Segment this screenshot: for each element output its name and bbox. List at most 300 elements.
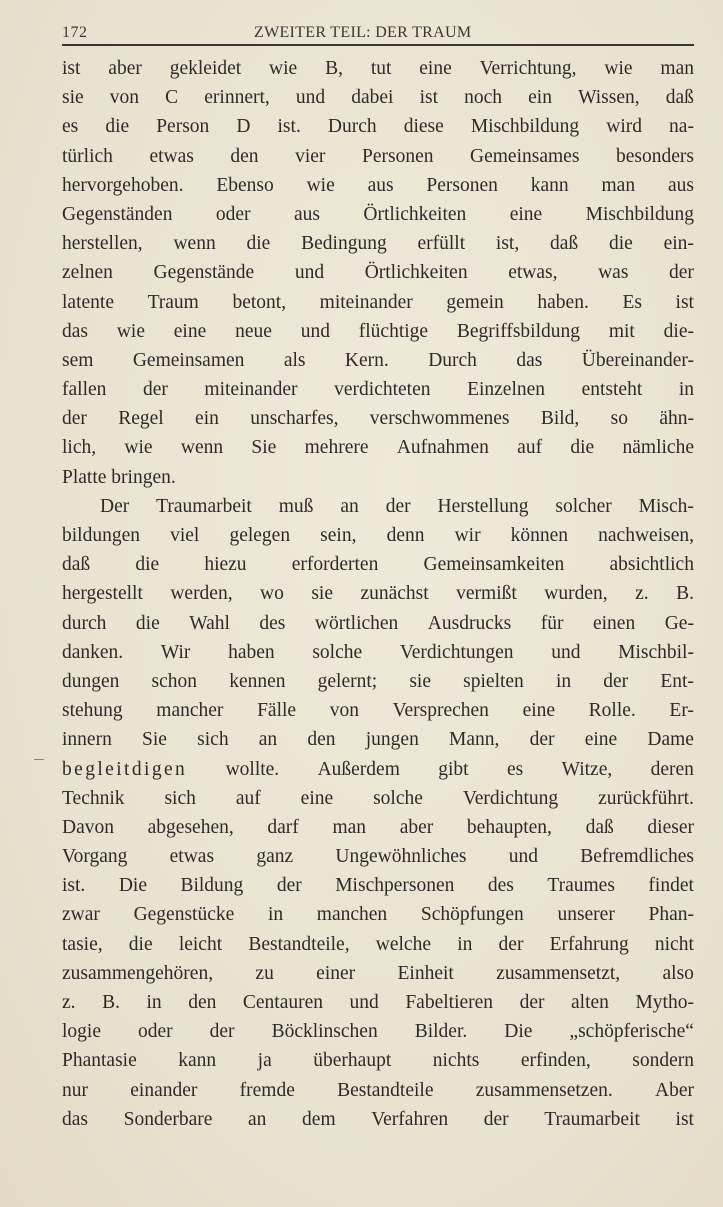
word: in bbox=[678, 379, 694, 401]
word: Misch- bbox=[638, 495, 694, 517]
word: des bbox=[259, 612, 286, 634]
word: ja bbox=[257, 1050, 272, 1072]
word: zusammensetzen. bbox=[475, 1079, 613, 1101]
word: Mischbildung bbox=[470, 116, 580, 138]
word: vier bbox=[295, 145, 326, 167]
word: so bbox=[610, 408, 628, 430]
word: Örtlichkeiten bbox=[364, 262, 468, 284]
word: dungen bbox=[62, 670, 120, 692]
word: in bbox=[146, 992, 162, 1013]
word: flüchtige bbox=[358, 320, 429, 342]
word: gemein bbox=[446, 291, 504, 313]
word: nur bbox=[62, 1079, 88, 1101]
word: Bedingung bbox=[301, 233, 387, 255]
word: zelnen bbox=[62, 262, 113, 284]
word: Dame bbox=[647, 729, 694, 751]
word: manchen bbox=[316, 904, 388, 926]
word: jungen bbox=[365, 729, 419, 751]
word: absichtlich bbox=[609, 554, 694, 576]
word: dabei bbox=[351, 87, 394, 109]
word: diese bbox=[403, 116, 444, 138]
page-number: 172 bbox=[62, 24, 88, 41]
text-line bbox=[62, 83, 694, 112]
text-line bbox=[62, 579, 694, 608]
word: Übereinander- bbox=[581, 349, 694, 371]
word: „schöpferische“ bbox=[569, 1021, 694, 1043]
word: vermißt bbox=[456, 583, 517, 605]
word: wenn bbox=[173, 233, 216, 255]
word: Traumarbeit bbox=[544, 1108, 640, 1130]
word: Verrichtung, bbox=[479, 58, 577, 79]
word: Er- bbox=[669, 700, 694, 722]
word: einander bbox=[130, 1079, 198, 1101]
word: also bbox=[662, 962, 694, 984]
word: und bbox=[294, 262, 325, 284]
word: danken. bbox=[62, 641, 124, 663]
word: es bbox=[62, 116, 79, 138]
word: ist bbox=[675, 291, 694, 313]
text-line bbox=[62, 433, 694, 462]
word: Traumarbeit bbox=[156, 495, 252, 517]
word: aus bbox=[667, 174, 694, 196]
text-line bbox=[62, 54, 694, 83]
word: zusammengehören, bbox=[62, 962, 214, 984]
text-line bbox=[62, 1017, 694, 1046]
word: aus bbox=[367, 174, 394, 196]
text-line bbox=[62, 346, 694, 375]
word: B, bbox=[325, 58, 343, 79]
word: man bbox=[660, 58, 694, 79]
line-text: Platte bringen. bbox=[62, 466, 176, 488]
word: Es bbox=[622, 291, 642, 313]
word: aber bbox=[108, 58, 142, 79]
text-line bbox=[62, 1105, 694, 1134]
word: sem bbox=[62, 349, 94, 371]
word: dem bbox=[302, 1108, 336, 1130]
word: gibt bbox=[438, 758, 469, 780]
word: ein bbox=[195, 408, 219, 430]
word: eine bbox=[419, 58, 452, 79]
word: man bbox=[332, 816, 367, 838]
word: Bilder. bbox=[414, 1021, 468, 1043]
word: die bbox=[135, 554, 160, 576]
word: fallen bbox=[62, 379, 107, 401]
text-line bbox=[62, 492, 694, 521]
word: der bbox=[529, 729, 555, 751]
word: abgesehen, bbox=[147, 816, 234, 838]
word: gelernt; bbox=[317, 670, 378, 692]
word: verdichteten bbox=[334, 379, 431, 401]
word: ist bbox=[675, 1108, 694, 1130]
text-line bbox=[62, 112, 694, 141]
word: Sie bbox=[142, 729, 167, 751]
word: es bbox=[506, 758, 524, 780]
text-line bbox=[62, 404, 694, 433]
word: ganz bbox=[256, 846, 294, 868]
word: sie bbox=[62, 87, 84, 109]
word: eine bbox=[173, 320, 207, 342]
word: wurden, bbox=[544, 583, 608, 605]
word: Bild, bbox=[540, 408, 580, 430]
word: auf bbox=[517, 437, 543, 459]
word: überhaupt bbox=[313, 1050, 392, 1072]
text-line bbox=[62, 813, 694, 842]
word: Die bbox=[118, 875, 147, 897]
word: wörtlichen bbox=[314, 612, 399, 634]
word: wird bbox=[606, 116, 642, 138]
word: betont, bbox=[232, 291, 287, 313]
word: durch bbox=[62, 612, 107, 634]
word: das bbox=[516, 349, 543, 371]
word: der bbox=[483, 1108, 509, 1130]
word: an bbox=[248, 1108, 267, 1130]
word: Bestandteile, bbox=[248, 933, 350, 955]
word: mancher bbox=[156, 700, 224, 722]
text-line bbox=[62, 229, 694, 258]
word: daß bbox=[585, 816, 614, 838]
word: tut bbox=[370, 58, 392, 79]
word: für bbox=[540, 612, 564, 634]
word: alten bbox=[571, 992, 609, 1013]
word: denn bbox=[386, 525, 425, 546]
word: wie bbox=[604, 58, 633, 79]
word: nicht bbox=[654, 933, 694, 955]
word: sein, bbox=[320, 525, 357, 546]
text-line bbox=[62, 609, 694, 638]
text-line bbox=[62, 550, 694, 579]
word: Sie bbox=[251, 437, 277, 459]
word: Vorgang bbox=[62, 846, 128, 868]
word: Bestandteile bbox=[337, 1079, 434, 1101]
word: Herstellung bbox=[437, 495, 529, 517]
word: den bbox=[188, 992, 217, 1013]
word: die bbox=[246, 233, 271, 255]
word: nachweisen, bbox=[598, 525, 694, 546]
word: miteinander bbox=[204, 379, 298, 401]
word: Außerdem bbox=[317, 758, 400, 780]
word: Mytho- bbox=[635, 992, 694, 1013]
word: Mann, bbox=[449, 729, 500, 751]
word: haben bbox=[228, 641, 275, 663]
word: Gegenständen bbox=[62, 203, 173, 225]
word: man bbox=[601, 174, 636, 196]
word: eine bbox=[300, 787, 334, 809]
word: Rolle. bbox=[588, 700, 636, 722]
word: Fabeltieren bbox=[405, 992, 494, 1013]
word: Durch bbox=[428, 349, 477, 371]
word: Böcklinschen bbox=[271, 1021, 378, 1043]
word: lich, bbox=[62, 437, 97, 459]
word: wollte. bbox=[225, 758, 280, 780]
word: leicht bbox=[178, 933, 223, 955]
text-line bbox=[62, 171, 694, 200]
running-head: ZWEITER TEIL: DER TRAUM bbox=[254, 24, 472, 41]
word: und bbox=[508, 846, 538, 868]
word: der bbox=[519, 992, 545, 1013]
word: Gegenstücke bbox=[133, 904, 235, 926]
word: Ent- bbox=[660, 670, 694, 692]
word: ähn- bbox=[659, 408, 694, 430]
text-line bbox=[62, 900, 694, 929]
word: Durch bbox=[327, 116, 377, 138]
word: Ungewöhnliches bbox=[335, 846, 467, 868]
word: zu bbox=[255, 962, 274, 984]
word: daß bbox=[550, 233, 579, 255]
text-line bbox=[62, 1076, 694, 1105]
word: kennen bbox=[229, 670, 286, 692]
word: ist bbox=[62, 58, 81, 79]
word: neue bbox=[235, 320, 272, 342]
word: Kern. bbox=[344, 349, 389, 371]
word: Befremdliches bbox=[580, 846, 694, 868]
word: und bbox=[349, 992, 379, 1013]
word: solcher bbox=[555, 495, 612, 517]
text-line bbox=[62, 784, 694, 813]
word: dieser bbox=[647, 816, 694, 838]
word: na- bbox=[669, 116, 694, 138]
word: z. bbox=[62, 992, 76, 1013]
word: hiezu bbox=[204, 554, 247, 576]
word: das bbox=[62, 1108, 88, 1130]
word: findet bbox=[648, 875, 694, 897]
word: die bbox=[608, 233, 633, 255]
word: in bbox=[267, 904, 284, 926]
word: den bbox=[230, 145, 259, 167]
word: verschwommenes bbox=[369, 408, 510, 430]
word: etwas bbox=[149, 145, 194, 167]
word: nichts bbox=[432, 1050, 480, 1072]
word: latente bbox=[62, 291, 114, 313]
word: solche bbox=[373, 787, 423, 809]
text-line bbox=[62, 375, 694, 404]
word: stehung bbox=[62, 700, 123, 722]
word: Phan- bbox=[648, 904, 694, 926]
text-line bbox=[62, 842, 694, 871]
word: tasie, bbox=[62, 933, 103, 955]
word: wenn bbox=[180, 437, 224, 459]
word: haben. bbox=[537, 291, 589, 313]
word: ist. bbox=[62, 875, 86, 897]
word: Schöpfungen bbox=[420, 904, 524, 926]
word: sich bbox=[197, 729, 229, 751]
word: schon bbox=[151, 670, 198, 692]
word: zunächst bbox=[360, 583, 429, 605]
text-line bbox=[62, 200, 694, 229]
word: gelegen bbox=[229, 525, 291, 546]
word: an bbox=[340, 495, 359, 517]
word: daß bbox=[62, 554, 91, 576]
word: erfüllt bbox=[417, 233, 466, 255]
word: Gemeinsames bbox=[470, 145, 580, 167]
word: spielten bbox=[463, 670, 524, 692]
word: auf bbox=[235, 787, 261, 809]
word: behaupten, bbox=[466, 816, 552, 838]
word: werden, bbox=[170, 583, 233, 605]
word: mehrere bbox=[304, 437, 369, 459]
word: B. bbox=[102, 992, 120, 1013]
word: aber bbox=[399, 816, 434, 838]
word: oder bbox=[215, 203, 251, 225]
word: zurückführt. bbox=[598, 787, 694, 809]
word: Örtlichkeiten bbox=[363, 203, 467, 225]
word: ist, bbox=[495, 233, 520, 255]
word: und bbox=[300, 320, 330, 342]
word: ist bbox=[419, 87, 439, 109]
word: Versprechen bbox=[392, 700, 489, 722]
word: nämliche bbox=[622, 437, 694, 459]
word: Ebenso bbox=[216, 174, 274, 196]
text-line bbox=[62, 317, 694, 346]
word: solche bbox=[312, 641, 363, 663]
word: zusammensetzt, bbox=[496, 962, 621, 984]
word: deren bbox=[650, 758, 694, 780]
word: Der bbox=[100, 495, 130, 517]
word: muß bbox=[278, 495, 314, 517]
word: sondern bbox=[632, 1050, 694, 1072]
word: erinnert, bbox=[204, 87, 270, 109]
word: der bbox=[276, 875, 302, 897]
word: eine bbox=[584, 729, 618, 751]
word: wo bbox=[260, 583, 284, 605]
word: kann bbox=[178, 1050, 217, 1072]
word: der bbox=[603, 670, 629, 692]
word: Aber bbox=[655, 1079, 694, 1101]
word: in bbox=[555, 670, 572, 692]
word: Verdichtung bbox=[462, 787, 559, 809]
word: Verdichtungen bbox=[399, 641, 514, 663]
word: sie bbox=[409, 670, 432, 692]
word: erforderten bbox=[291, 554, 379, 576]
word: den bbox=[307, 729, 336, 751]
word: aus bbox=[293, 203, 320, 225]
header-rule bbox=[62, 44, 694, 46]
word: logie bbox=[62, 1021, 101, 1043]
word: und bbox=[551, 641, 581, 663]
word: Phantasie bbox=[62, 1050, 137, 1072]
word: Ge- bbox=[664, 612, 694, 634]
word: Verfahren bbox=[371, 1108, 449, 1130]
text-line bbox=[62, 521, 694, 550]
word: oder bbox=[138, 1021, 173, 1043]
word: Sonderbare bbox=[123, 1108, 213, 1130]
word: etwas, bbox=[508, 262, 558, 284]
word: hervorgehoben. bbox=[62, 174, 184, 196]
word: Ausdrucks bbox=[427, 612, 512, 634]
word: von bbox=[329, 700, 359, 722]
word: die bbox=[105, 116, 130, 138]
word: Personen bbox=[426, 174, 498, 196]
word: das bbox=[62, 320, 88, 342]
word: B. bbox=[676, 583, 694, 605]
word: die bbox=[570, 437, 595, 459]
word: ein bbox=[528, 87, 552, 109]
text-line bbox=[62, 288, 694, 317]
text-line bbox=[62, 988, 694, 1017]
word: Regel bbox=[118, 408, 164, 430]
word: kann bbox=[530, 174, 569, 196]
word: wie bbox=[269, 58, 298, 79]
body-text bbox=[62, 54, 694, 1134]
text-line bbox=[62, 725, 694, 754]
word: Davon bbox=[62, 816, 114, 838]
word: eine bbox=[509, 203, 543, 225]
word: noch bbox=[464, 87, 503, 109]
word: Mischpersonen bbox=[335, 875, 455, 897]
word: gekleidet bbox=[169, 58, 242, 79]
word: Traum bbox=[147, 291, 199, 313]
word: zwar bbox=[62, 904, 100, 926]
word: und bbox=[295, 87, 326, 109]
word: einer bbox=[316, 962, 356, 984]
word: ein- bbox=[663, 233, 694, 255]
word: ist. bbox=[277, 116, 301, 138]
word: hergestellt bbox=[62, 583, 143, 605]
word: viel bbox=[170, 525, 200, 546]
word: der bbox=[209, 1021, 235, 1043]
word: Aufnahmen bbox=[396, 437, 489, 459]
word: Einzelnen bbox=[467, 379, 546, 401]
word: als bbox=[283, 349, 306, 371]
word: Fälle bbox=[257, 700, 297, 722]
word: eine bbox=[522, 700, 556, 722]
word: von bbox=[109, 87, 140, 109]
word: an bbox=[258, 729, 278, 751]
word: können bbox=[510, 525, 569, 546]
word: Centauren bbox=[242, 992, 324, 1013]
word: Personen bbox=[361, 145, 434, 167]
word: Gemeinsamen bbox=[132, 349, 245, 371]
word: Mischbildung bbox=[585, 203, 694, 225]
word: Mischbil- bbox=[618, 641, 694, 663]
text-line bbox=[62, 696, 694, 725]
word: entsteht bbox=[581, 379, 643, 401]
text-line bbox=[62, 930, 694, 959]
word: die bbox=[135, 612, 160, 634]
word: Die bbox=[504, 1021, 533, 1043]
word: der bbox=[62, 408, 87, 430]
word: Bildung bbox=[180, 875, 244, 897]
word: wie bbox=[124, 437, 153, 459]
word: besonders bbox=[615, 145, 694, 167]
word: Technik bbox=[62, 787, 125, 809]
margin-mark bbox=[34, 759, 44, 760]
text-line bbox=[62, 755, 694, 784]
text-line bbox=[62, 871, 694, 900]
text-line bbox=[62, 959, 694, 988]
word: fremde bbox=[239, 1079, 295, 1101]
word: Einheit bbox=[397, 962, 454, 984]
word: Wahl bbox=[189, 612, 230, 634]
word: wie bbox=[116, 320, 145, 342]
word: mit bbox=[608, 320, 635, 342]
word: Traumes bbox=[547, 875, 615, 897]
word: Erfahrung bbox=[549, 933, 629, 955]
word: unserer bbox=[557, 904, 615, 926]
word: etwas bbox=[169, 846, 215, 868]
word: Wir bbox=[160, 641, 191, 663]
word: sie bbox=[311, 583, 334, 605]
word: Witze, bbox=[561, 758, 613, 780]
text-line bbox=[62, 1046, 694, 1075]
text-line bbox=[62, 638, 694, 667]
word: sich bbox=[164, 787, 196, 809]
word: z. bbox=[635, 583, 649, 605]
word: Gemeinsamkeiten bbox=[423, 554, 565, 576]
word: Gegenstände bbox=[153, 262, 255, 284]
word: herstellen, bbox=[62, 233, 143, 255]
word: Begriffsbildung bbox=[456, 320, 581, 342]
word: bildungen bbox=[62, 525, 140, 546]
